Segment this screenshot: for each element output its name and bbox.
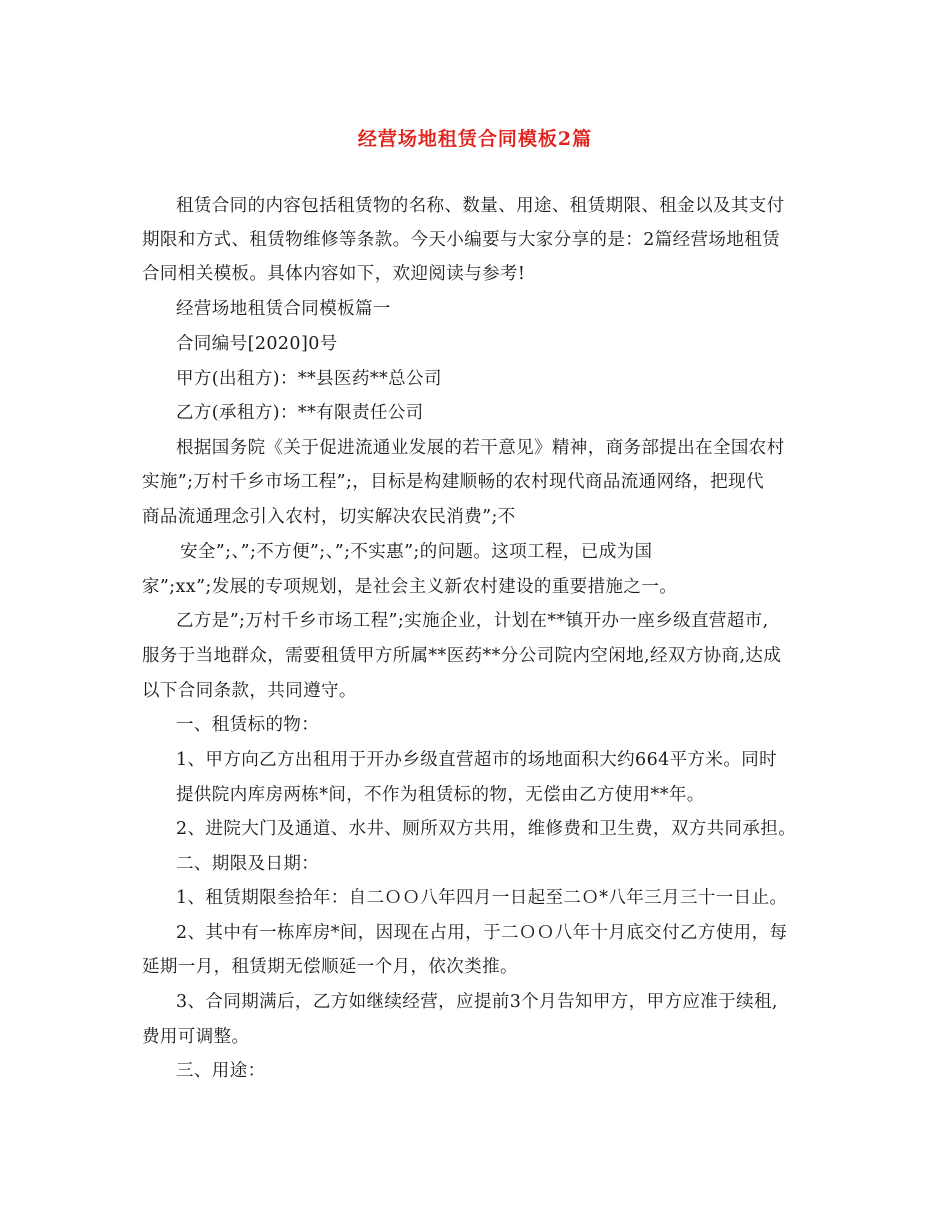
intro-line-2: 期限和方式、租赁物维修等条款。今天小编要与大家分享的是：2篇经营场地租赁	[142, 230, 781, 250]
contract-number: 合同编号[2020]0号	[176, 334, 338, 354]
body-line: 服务于当地群众，需要租赁甲方所属**医药**分公司院内空闲地,经双方协商,达成	[142, 646, 782, 666]
body-line: 安全”;、”;不方便”;、”;不实惠”;的问题。这项工程，已成为国	[180, 542, 653, 562]
party-b: 乙方(承租方)：**有限责任公司	[176, 403, 424, 423]
clause-item: 2、进院大门及通道、水井、厕所双方共用，维修费和卫生费，双方共同承担。	[176, 819, 797, 839]
body-line: 以下合同条款，共同遵守。	[142, 681, 357, 701]
clause-item: 3、合同期满后，乙方如继续经营，应提前3个月告知甲方，甲方应准于续租,	[176, 992, 778, 1012]
clause-heading-subject: 一、租赁标的物：	[176, 715, 320, 735]
clause-heading-purpose: 三、用途：	[176, 1061, 266, 1081]
clause-item: 1、甲方向乙方出租用于开办乡级直营超市的场地面积大约664平方米。同时	[176, 750, 778, 770]
body-line: 根据国务院《关于促进流通业发展的若干意见》精神，商务部提出在全国农村	[176, 438, 785, 458]
clause-item: 2、其中有一栋库房*间，因现在占用，于二ＯＯ八年十月底交付乙方使用，每	[176, 923, 788, 943]
clause-item-continued: 提供院内库房两栋*间，不作为租赁标的物，无偿由乙方使用**年。	[176, 785, 705, 805]
clause-heading-term: 二、期限及日期：	[176, 854, 320, 874]
clause-item-continued: 费用可调整。	[142, 1027, 250, 1047]
document-title: 经营场地租赁合同模板2篇	[357, 128, 593, 150]
intro-line-3: 合同相关模板。具体内容如下，欢迎阅读与参考!	[142, 264, 526, 284]
body-line: 乙方是”;万村千乡市场工程”;实施企业，计划在**镇开办一座乡级直营超市,	[176, 611, 769, 631]
party-a: 甲方(出租方)：**县医药**总公司	[176, 369, 442, 389]
clause-item: 1、租赁期限叁拾年：自二ＯＯ八年四月一日起至二Ｏ*八年三月三十一日止。	[176, 888, 788, 908]
section-heading-template-one: 经营场地租赁合同模板篇一	[176, 299, 391, 319]
body-line: 实施”;万村千乡市场工程”;，目标是构建顺畅的农村现代商品流通网络，把现代	[142, 472, 764, 492]
body-line: 家”;xx”;发展的专项规划，是社会主义新农村建设的重要措施之一。	[142, 577, 678, 597]
clause-item-continued: 延期一月，租赁期无偿顺延一个月，依次类推。	[142, 957, 518, 977]
body-line: 商品流通理念引入农村，切实解决农民消费”;不	[142, 507, 516, 527]
intro-line-1: 租赁合同的内容包括租赁物的名称、数量、用途、租赁期限、租金以及其支付	[176, 196, 785, 216]
